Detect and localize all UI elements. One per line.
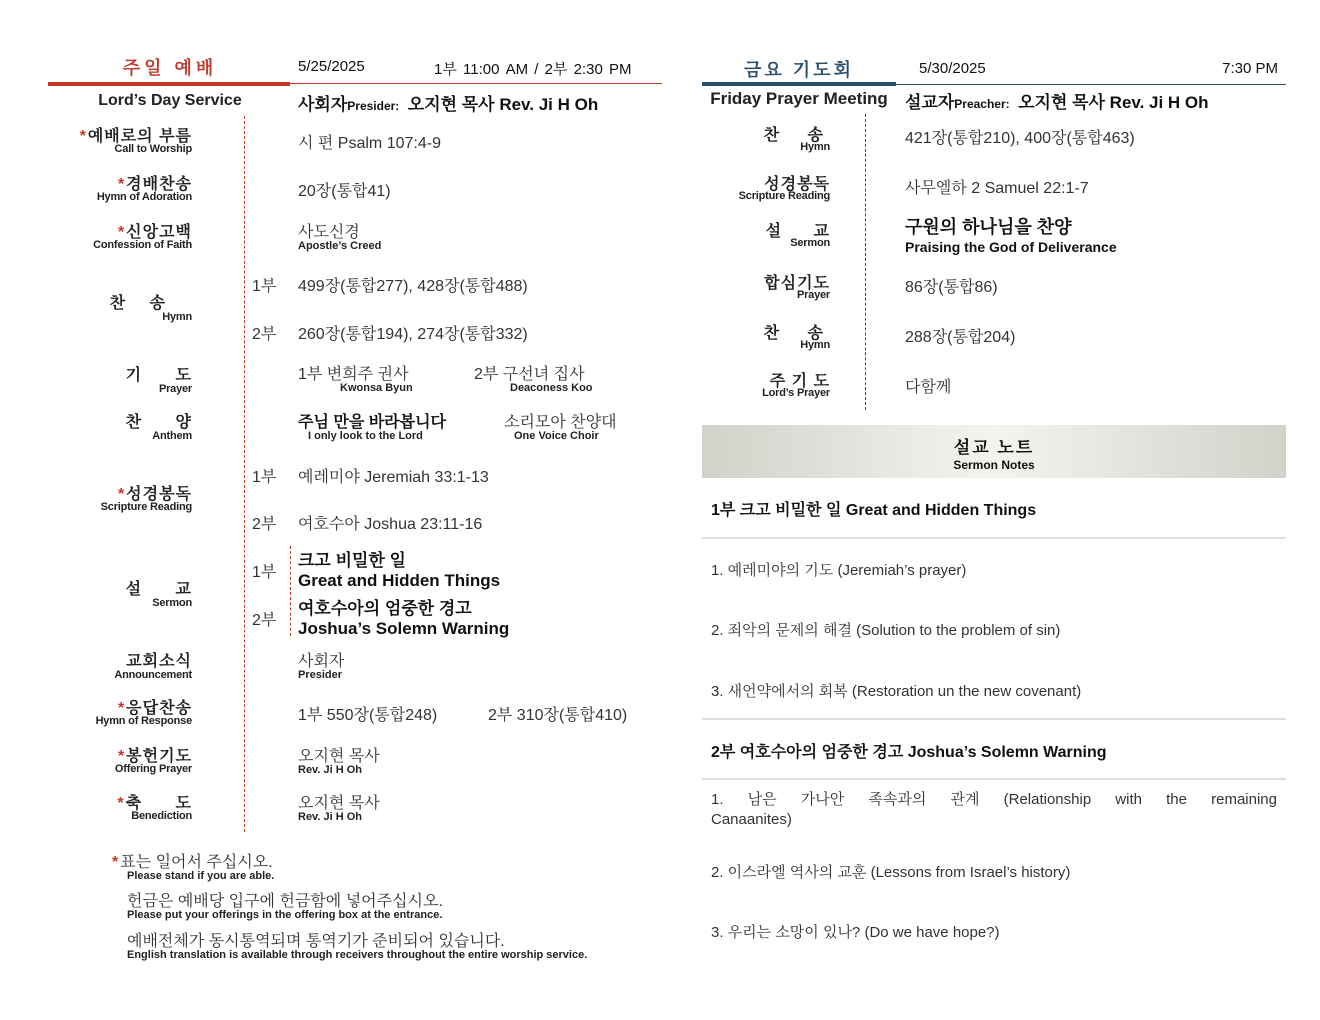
preacher-label-ko: 설교자 bbox=[905, 93, 955, 112]
sermon-session2 bbox=[298, 594, 509, 639]
notes-rule bbox=[702, 778, 1286, 780]
note-en: English translation is available through receivers throughout the entire worship service. bbox=[127, 949, 588, 961]
sermon1-title-ko: 크고 비밀한 일 bbox=[298, 551, 406, 570]
scripture-session1-value: 예레미야 Jeremiah 33:1-13 bbox=[298, 469, 489, 486]
label-ko: 합심기도 bbox=[764, 275, 830, 292]
value-ko: 주님 만을 바라봅니다 bbox=[298, 414, 446, 431]
note-en: Please put your offerings in the offering box at the entrance. bbox=[127, 909, 443, 921]
anthem-title bbox=[298, 409, 468, 442]
prayer-session1 bbox=[298, 361, 448, 394]
note-translation bbox=[127, 928, 587, 961]
label-en: Offering Prayer bbox=[114, 763, 192, 775]
label-en: Anthem bbox=[152, 430, 192, 442]
label-ko: 예배로의 부름 bbox=[87, 128, 192, 145]
label-ko: 찬 송 bbox=[109, 295, 166, 312]
sunday-divider bbox=[244, 116, 245, 832]
sermon-notes-band bbox=[702, 425, 1286, 478]
label-en: Call to Worship bbox=[114, 143, 192, 155]
sermon-notes-title-ko: 설교 노트 bbox=[953, 438, 1035, 457]
hymn-session1-tag: 1부 bbox=[252, 278, 277, 295]
friday-divider bbox=[865, 114, 866, 410]
preacher-line bbox=[905, 88, 1209, 113]
sunday-times: 1부 11:00 AM / 2부 2:30 PM bbox=[434, 61, 632, 78]
sunday-date: 5/25/2025 bbox=[298, 58, 365, 75]
item-hymn-response-label bbox=[50, 695, 192, 727]
friday-title: 금요 기도회 bbox=[744, 60, 854, 80]
label-ko: 성경봉독 bbox=[126, 486, 192, 503]
value-en: One Voice Choir bbox=[514, 430, 599, 442]
value-en: Apostle’s Creed bbox=[298, 240, 382, 252]
friday-date: 5/30/2025 bbox=[919, 60, 986, 77]
notes-point: 2. 이스라엘 역사의 교훈 (Lessons from Israel’s history) bbox=[711, 864, 1071, 881]
value-en: I only look to the Lord bbox=[308, 430, 423, 442]
label-ko: 찬 양 bbox=[125, 414, 192, 431]
star-mark: * bbox=[79, 128, 86, 145]
item-benediction-label bbox=[50, 790, 192, 822]
sermon-session1-tag: 1부 bbox=[252, 564, 277, 581]
sermon-session1 bbox=[298, 546, 500, 591]
value-ko: 오지현 목사 bbox=[298, 795, 380, 812]
value-en: Kwonsa Byun bbox=[340, 382, 413, 394]
star-mark: * bbox=[117, 224, 125, 241]
hymn-response-session2: 2부 310장(통합410) bbox=[488, 707, 628, 724]
preacher-label-en: Preacher: bbox=[954, 97, 1010, 111]
friday-hymn-value: 421장(통합210), 400장(통합463) bbox=[905, 130, 1135, 147]
label-ko: 기 도 bbox=[125, 367, 192, 384]
label-en: Benediction bbox=[131, 810, 192, 822]
label-en: Hymn bbox=[800, 339, 830, 351]
sermon-bracket bbox=[290, 546, 291, 636]
value-en: Rev. Ji H Oh bbox=[298, 811, 362, 823]
notes-point: 1. 남은 가나안 족속과의 관계 (Relationship with the remaining Canaanites) bbox=[711, 791, 1277, 828]
label-en: Hymn of Adoration bbox=[96, 191, 192, 203]
label-ko: 봉헌기도 bbox=[126, 748, 192, 765]
presider-name: 오지현 목사 Rev. Ji H Oh bbox=[407, 95, 599, 114]
sermon-session2-tag: 2부 bbox=[252, 612, 277, 629]
notes-point: 2. 죄악의 문제의 해결 (Solution to the problem of sin) bbox=[711, 622, 1061, 639]
item-hymn-label bbox=[50, 290, 192, 323]
item-announcement-label bbox=[50, 648, 192, 681]
star-mark: * bbox=[117, 700, 125, 717]
anthem-choir bbox=[504, 409, 644, 442]
note-en: Please stand if you are able. bbox=[127, 870, 275, 882]
item-sermon-label bbox=[50, 576, 192, 609]
presider-line bbox=[298, 90, 598, 115]
label-ko: 경배찬송 bbox=[126, 176, 192, 193]
item-offering-prayer-label bbox=[50, 743, 192, 775]
label-ko: 주 기 도 bbox=[769, 373, 830, 390]
value-en: Presider bbox=[298, 669, 343, 681]
hymn-response-session1: 1부 550장(통합248) bbox=[298, 707, 438, 724]
label-ko: 교회소식 bbox=[126, 653, 192, 670]
label-ko: 설 교 bbox=[765, 223, 830, 240]
friday-sermon-label bbox=[720, 218, 830, 249]
value-ko: 사도신경 bbox=[298, 224, 360, 241]
value-ko: 오지현 목사 bbox=[298, 748, 380, 765]
label-en: Prayer bbox=[158, 383, 192, 395]
presider-label-ko: 사회자 bbox=[298, 95, 348, 114]
sermon2-title-ko: 여호수아의 엄중한 경고 bbox=[298, 599, 472, 618]
offering-prayer-value bbox=[298, 743, 380, 776]
item-call-to-worship-label bbox=[50, 123, 192, 155]
sunday-header-line bbox=[290, 83, 662, 84]
notes-point: 3. 우리는 소망이 있나? (Do we have hope?) bbox=[711, 924, 1000, 941]
call-to-worship-value: 시 편 Psalm 107:4-9 bbox=[298, 135, 441, 152]
star-mark: * bbox=[117, 486, 125, 503]
value-ko: 1부 변희주 권사 bbox=[298, 366, 409, 383]
value-en: Deaconess Koo bbox=[510, 382, 593, 394]
friday-scripture-label bbox=[720, 171, 830, 202]
hymn-session1-value: 499장(통합277), 428장(통합488) bbox=[298, 278, 528, 295]
label-en: Confession of Faith bbox=[93, 239, 192, 251]
friday-hymn-label bbox=[720, 122, 830, 153]
value-ko: 2부 구선녀 집사 bbox=[474, 366, 585, 383]
friday-prayer-label bbox=[720, 270, 830, 301]
label-ko: 찬 송 bbox=[763, 127, 824, 144]
notes-point: 3. 새언약에서의 회복 (Restoration un the new covenant) bbox=[711, 683, 1082, 700]
label-ko: 설 교 bbox=[125, 581, 192, 598]
confession-value bbox=[298, 219, 381, 252]
value-ko: 소리모아 찬양대 bbox=[504, 414, 617, 431]
friday-lords-prayer-label bbox=[720, 368, 830, 399]
star-mark: * bbox=[117, 795, 124, 812]
prayer-session2 bbox=[474, 361, 624, 394]
value-ko: 사회자 bbox=[298, 653, 345, 670]
note-ko: 헌금은 예배당 입구에 헌금함에 넣어주십시오. bbox=[127, 893, 443, 910]
friday-hymn2-label bbox=[720, 320, 830, 351]
presider-label-en: Presider: bbox=[347, 99, 400, 113]
sermon2-title-en: Joshua’s Solemn Warning bbox=[298, 619, 510, 638]
label-en: Hymn bbox=[162, 311, 192, 323]
friday-lords-prayer-value: 다함께 bbox=[905, 379, 952, 396]
scripture-session1-tag: 1부 bbox=[252, 469, 277, 486]
scripture-session2-value: 여호수아 Joshua 23:11-16 bbox=[298, 516, 483, 533]
value-en: Rev. Ji H Oh bbox=[298, 764, 362, 776]
item-scripture-label bbox=[50, 481, 192, 513]
item-anthem-label bbox=[50, 409, 192, 442]
label-en: Sermon bbox=[790, 237, 830, 249]
label-en: Scripture Reading bbox=[100, 501, 192, 513]
item-confession-label bbox=[50, 219, 192, 251]
sunday-header-bar bbox=[48, 82, 290, 86]
note-ko: 예배전체가 동시통역되며 통역기가 준비되어 있습니다. bbox=[127, 933, 505, 950]
preacher-name: 오지현 목사 Rev. Ji H Oh bbox=[1018, 93, 1209, 112]
friday-title-en: Friday Prayer Meeting bbox=[710, 89, 888, 108]
label-ko: 신앙고백 bbox=[126, 224, 192, 241]
friday-sermon-title-en: Praising the God of Deliverance bbox=[905, 239, 1117, 255]
notes-rule bbox=[702, 537, 1286, 539]
sunday-title: 주일 예배 bbox=[122, 58, 218, 78]
notes-heading-2: 2부 여호수아의 엄중한 경고 Joshua’s Solemn Warning bbox=[711, 744, 1107, 761]
friday-time: 7:30 PM bbox=[1222, 60, 1278, 77]
label-en: Prayer bbox=[796, 289, 830, 301]
friday-sermon-value bbox=[905, 213, 1117, 255]
label-ko: 응답찬송 bbox=[126, 700, 192, 717]
hymn-session2-tag: 2부 bbox=[252, 326, 277, 343]
label-en: Announcement bbox=[114, 669, 192, 681]
label-en: Sermon bbox=[152, 597, 192, 609]
star-mark: * bbox=[117, 176, 125, 193]
scripture-session2-tag: 2부 bbox=[252, 516, 277, 533]
label-en: Hymn bbox=[800, 141, 830, 153]
note-offering bbox=[127, 888, 443, 921]
note-ko: 표는 일어서 주십시오. bbox=[120, 854, 273, 871]
notes-heading-1: 1부 크고 비밀한 일 Great and Hidden Things bbox=[711, 502, 1037, 519]
sunday-title-en: Lord’s Day Service bbox=[98, 92, 242, 109]
announcement-value bbox=[298, 648, 344, 681]
sermon-notes-title-en: Sermon Notes bbox=[953, 458, 1035, 472]
benediction-value bbox=[298, 790, 380, 823]
label-ko: 축 도 bbox=[125, 795, 192, 812]
notes-rule bbox=[702, 718, 1286, 720]
friday-scripture-value: 사무엘하 2 Samuel 22:1-7 bbox=[905, 180, 1089, 197]
friday-hymn2-value: 288장(통합204) bbox=[905, 329, 1016, 346]
item-hymn-adoration-label bbox=[50, 171, 192, 203]
friday-prayer-value: 86장(통합86) bbox=[905, 279, 998, 296]
hymn-session2-value: 260장(통합194), 274장(통합332) bbox=[298, 326, 528, 343]
friday-sermon-title-ko: 구원의 하나님을 찬양 bbox=[905, 217, 1072, 237]
sermon1-title-en: Great and Hidden Things bbox=[298, 571, 501, 590]
friday-header-bar bbox=[702, 82, 896, 86]
item-prayer-label bbox=[50, 362, 192, 395]
label-en: Lord’s Prayer bbox=[762, 387, 830, 399]
friday-header-line bbox=[896, 84, 1286, 85]
label-ko: 성경봉독 bbox=[764, 176, 830, 193]
label-ko: 찬 송 bbox=[763, 325, 824, 342]
notes-point: 1. 예레미야의 기도 (Jeremiah’s prayer) bbox=[711, 562, 967, 579]
star-mark: * bbox=[112, 854, 119, 871]
hymn-adoration-value: 20장(통합41) bbox=[298, 183, 391, 200]
label-en: Scripture Reading bbox=[738, 190, 830, 202]
star-mark: * bbox=[117, 748, 125, 765]
note-stand bbox=[112, 849, 274, 882]
label-en: Hymn of Response bbox=[95, 715, 192, 727]
